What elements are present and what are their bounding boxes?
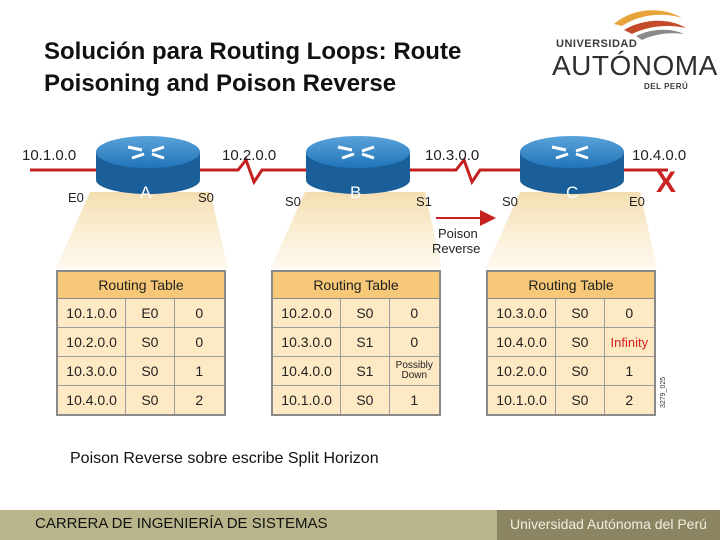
- network-label-3: 10.3.0.0: [425, 147, 480, 164]
- table-cell: 0: [390, 328, 439, 356]
- table-cell: S0: [126, 386, 174, 414]
- table-row: [58, 328, 224, 357]
- router-b-label: B: [350, 183, 362, 202]
- routing-table-header: Routing Table: [273, 272, 439, 299]
- table-cell: E0: [126, 299, 174, 327]
- table-cell: 0: [390, 299, 439, 327]
- router-a-label: A: [140, 183, 152, 202]
- routing-table-a: [56, 270, 226, 416]
- table-row: [488, 386, 654, 414]
- table-cell: 2: [175, 386, 224, 414]
- routing-table-c: [486, 270, 656, 416]
- title-line-2: Poisoning and Poison Reverse: [44, 70, 397, 97]
- logo-main-text: AUTÓNOMA: [552, 50, 718, 81]
- table-row: [273, 357, 439, 386]
- slide-caption: Poison Reverse sobre escribe Split Horizon: [70, 450, 379, 467]
- router-a-right-if: S0: [198, 190, 214, 205]
- link-failure-icon: X: [656, 166, 677, 199]
- table-cell: 10.4.0.0: [273, 357, 341, 385]
- table-row: [273, 386, 439, 414]
- footer-left-bar: [0, 510, 497, 540]
- table-row: [488, 328, 654, 357]
- table-cell: S1: [341, 328, 389, 356]
- routing-table-header: Routing Table: [488, 272, 654, 299]
- table-cell: 0: [605, 299, 654, 327]
- routing-table-header: Routing Table: [58, 272, 224, 299]
- router-b-left-if: S0: [285, 194, 301, 209]
- table-cell: 10.1.0.0: [273, 386, 341, 414]
- table-cell: 2: [605, 386, 654, 414]
- table-cell: 10.4.0.0: [58, 386, 126, 414]
- table-cell: S0: [341, 386, 389, 414]
- table-cell: 10.1.0.0: [488, 386, 556, 414]
- footer-right-text: Universidad Autónoma del Perú: [510, 516, 707, 532]
- router-c-left-if: S0: [502, 194, 518, 209]
- table-row: [488, 357, 654, 386]
- table-cell: S0: [126, 328, 174, 356]
- table-cell: S0: [341, 299, 389, 327]
- poison-label-line-2: Reverse: [432, 241, 481, 256]
- table-cell: 10.4.0.0: [488, 328, 556, 356]
- footer-right-bar: [497, 510, 720, 540]
- possibly-down-cell: Possibly Down: [390, 357, 439, 385]
- poison-label-line-1: Poison: [438, 226, 478, 241]
- table-cell: S1: [341, 357, 389, 385]
- table-row: [58, 299, 224, 328]
- table-cell: S0: [556, 357, 604, 385]
- table-cell: 10.3.0.0: [58, 357, 126, 385]
- router-b-right-if: S1: [416, 194, 432, 209]
- router-a-left-if: E0: [68, 190, 84, 205]
- table-row: [58, 386, 224, 414]
- network-label-4: 10.4.0.0: [632, 147, 687, 164]
- figure-code: 3279_025: [660, 376, 667, 408]
- routing-table-b: [271, 270, 441, 416]
- logo-top-text: UNIVERSIDAD: [556, 38, 638, 50]
- table-cell: 10.2.0.0: [58, 328, 126, 356]
- table-row: [273, 328, 439, 357]
- footer-left-text: CARRERA DE INGENIERÍA DE SISTEMAS: [35, 515, 328, 532]
- table-cell: 10.2.0.0: [273, 299, 341, 327]
- table-cell: S0: [556, 328, 604, 356]
- title-line-1: Solución para Routing Loops: Route: [44, 38, 462, 65]
- table-cell: 1: [175, 357, 224, 385]
- table-cell: S0: [126, 357, 174, 385]
- network-label-1: 10.1.0.0: [22, 147, 77, 164]
- table-row: [273, 299, 439, 328]
- table-cell: 10.2.0.0: [488, 357, 556, 385]
- table-cell: S0: [556, 299, 604, 327]
- table-row: [58, 357, 224, 386]
- table-cell: S0: [556, 386, 604, 414]
- table-cell: 0: [175, 299, 224, 327]
- router-c-right-if: E0: [629, 194, 645, 209]
- table-cell: 1: [605, 357, 654, 385]
- table-cell: 0: [175, 328, 224, 356]
- infinity-metric-cell: Infinity: [605, 328, 654, 356]
- table-cell: 10.3.0.0: [488, 299, 556, 327]
- router-c-label: C: [566, 183, 579, 202]
- table-row: [488, 299, 654, 328]
- logo-bottom-text: DEL PERÚ: [644, 82, 689, 91]
- table-cell: 10.1.0.0: [58, 299, 126, 327]
- network-label-2: 10.2.0.0: [222, 147, 277, 164]
- table-cell: 10.3.0.0: [273, 328, 341, 356]
- table-cell: 1: [390, 386, 439, 414]
